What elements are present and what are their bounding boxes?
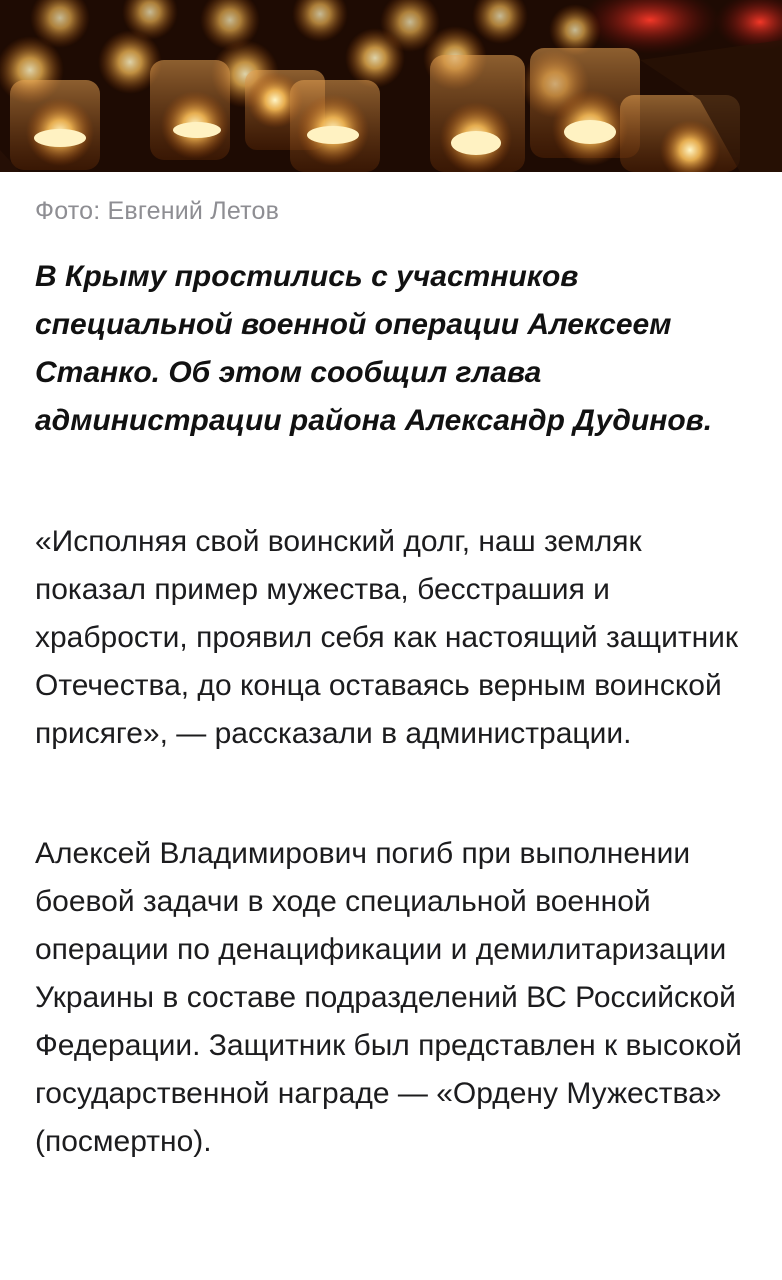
article-photo[interactable] [0, 0, 782, 172]
article-paragraph-details: Алексей Владимирович погиб при выполнении боевой задачи в ходе специальной военной операции по денацификации и демилитаризации Украины в составе подразделений ВС Российской Федерации. Защитник был представлен к высокой государственной награде — «Ордену Мужества» (посмертно). [35, 837, 742, 1158]
article-paragraph-quote: «Исполняя свой воинский долг, наш земляк показал пример мужества, бесстрашия и храбрости, проявил себя как настоящий защитник Отечества, до конца оставаясь верным воинской присяге», — рассказали в администрации. [35, 525, 739, 750]
candles-photo-icon [0, 0, 782, 172]
photo-caption: Фото: Евгений Летов [35, 197, 280, 225]
article-lead: В Крыму простились с участников специальной военной операции Алексеем Станко. Об этом сообщил глава администрации района Александр Дудинов. [35, 260, 713, 437]
